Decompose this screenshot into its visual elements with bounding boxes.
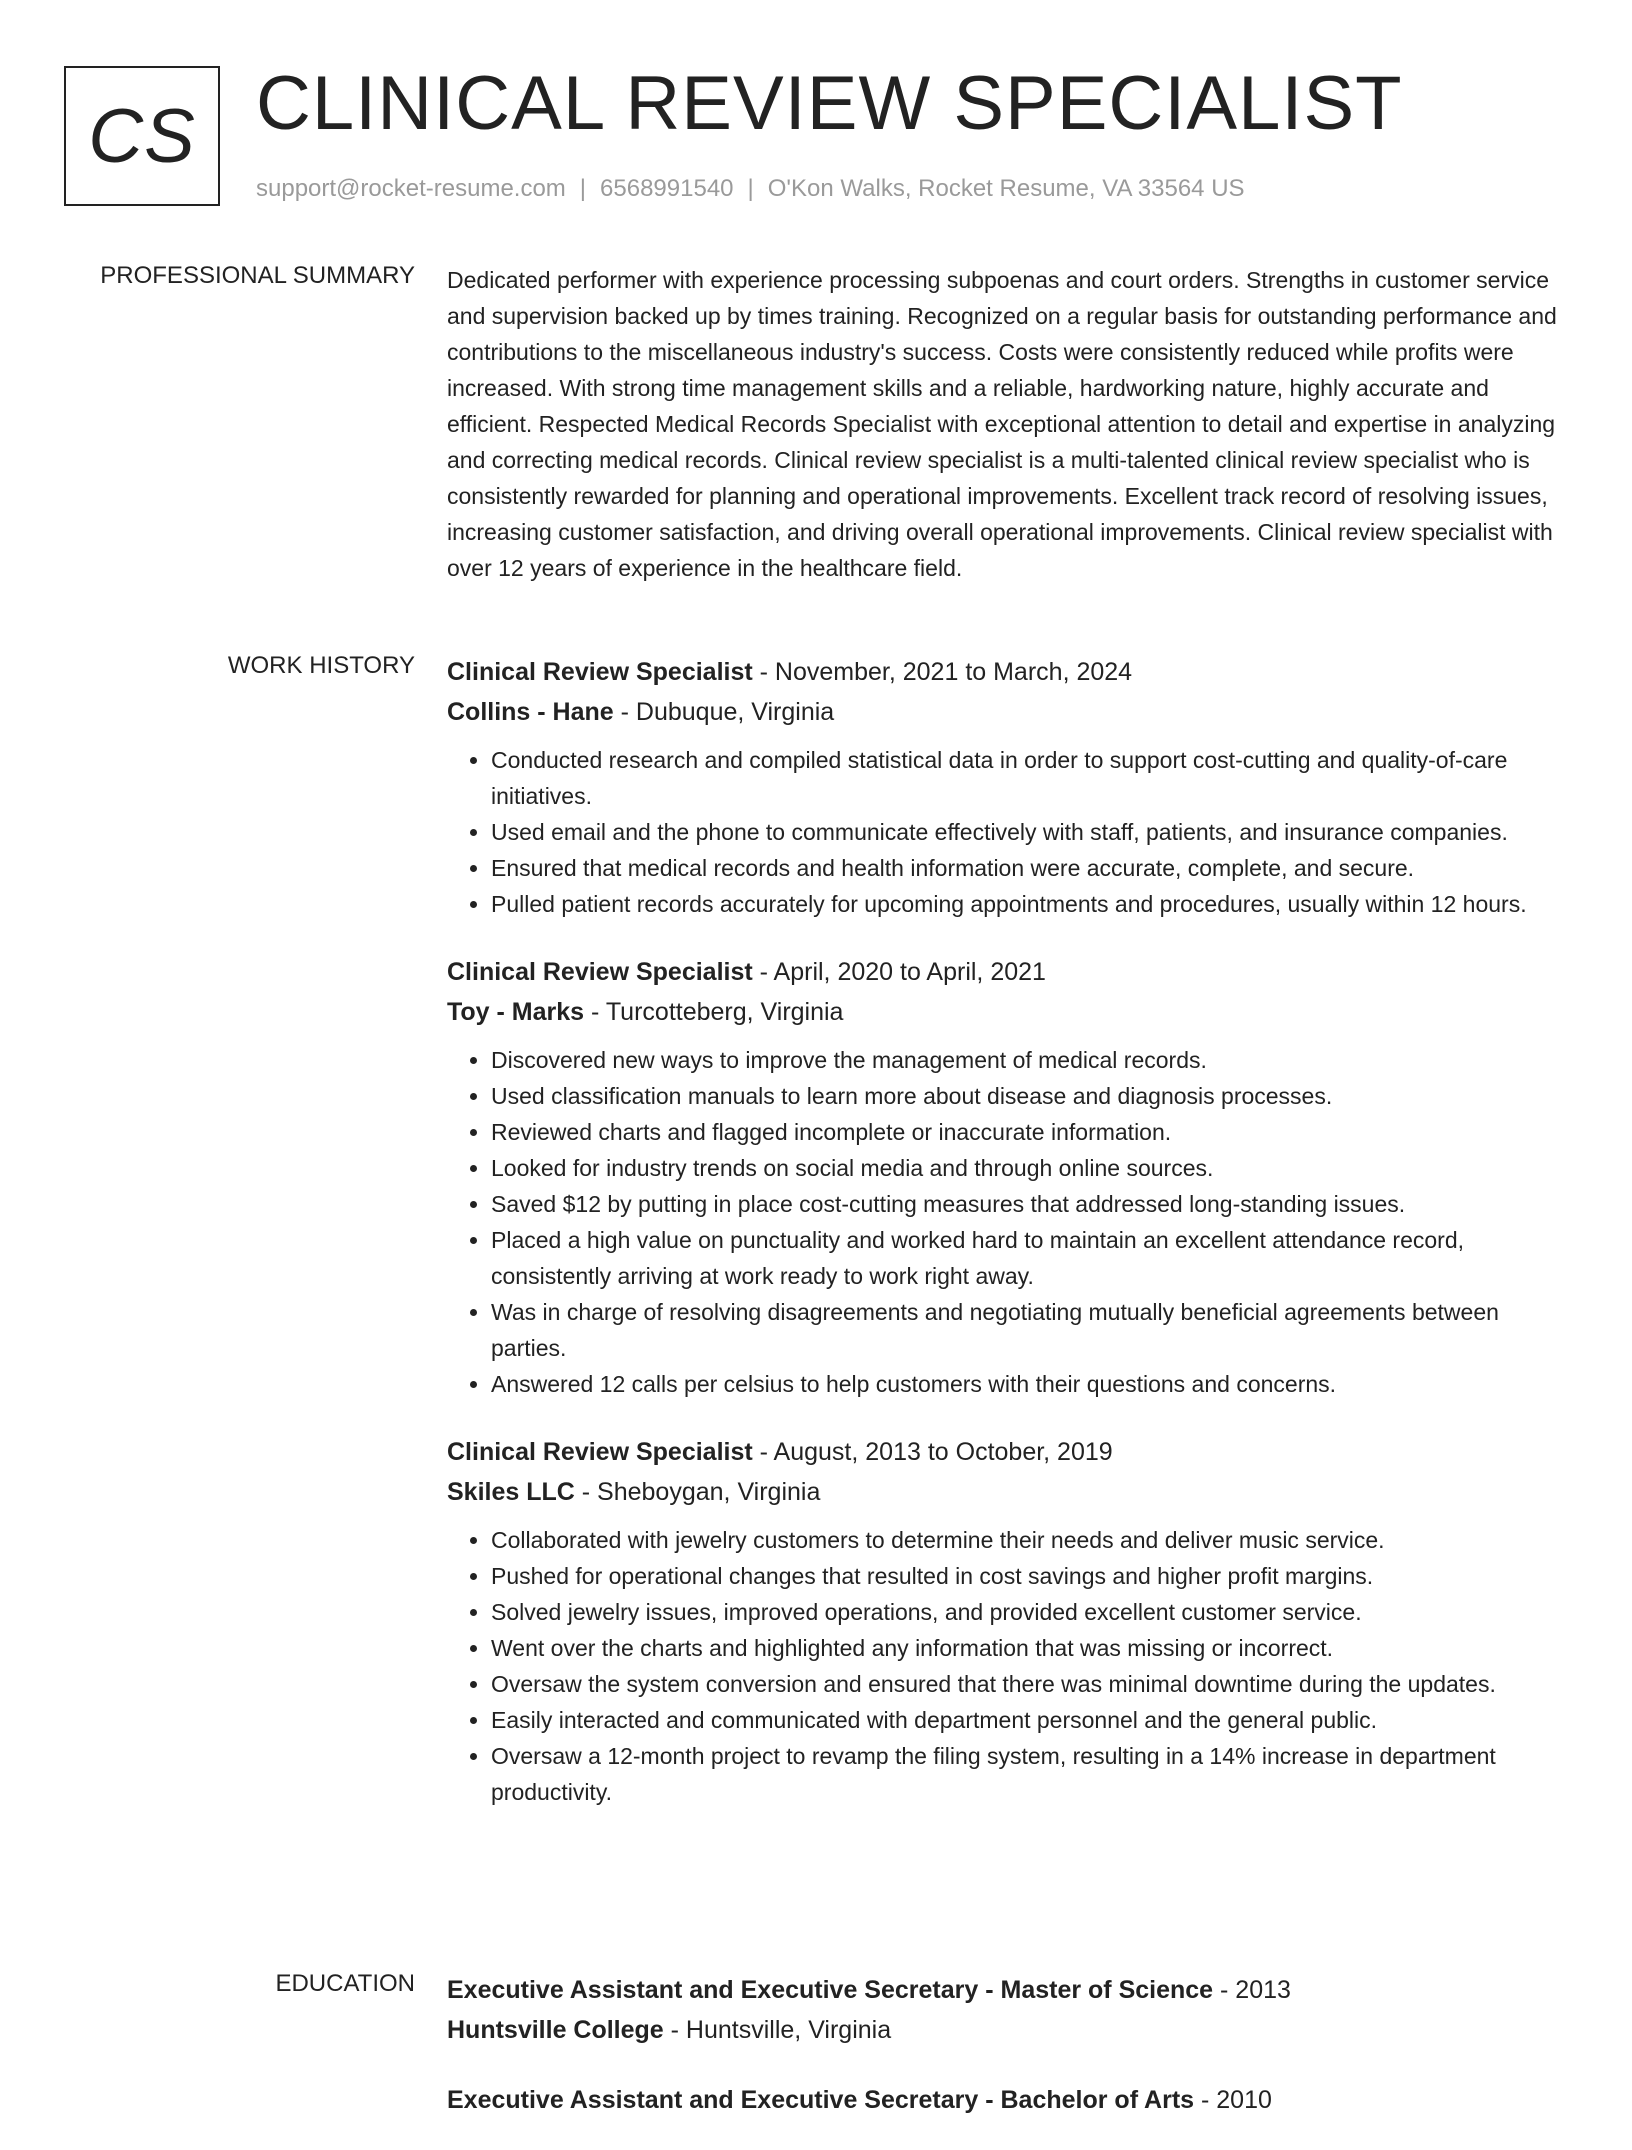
education-entry — [447, 1970, 1572, 2050]
education-school-line — [447, 2010, 1572, 2050]
monogram-badge: CS — [64, 66, 220, 206]
job-bullet: • Placed a high value on punctuality and worked hard to maintain an excellent attendance record, consistently arriving at work ready to work right away. — [491, 1222, 1572, 1294]
job-bullet: • Pushed for operational changes that resulted in cost savings and higher profit margins. — [491, 1558, 1572, 1594]
job-bullet: • Conducted research and compiled statistical data in order to support cost-cutting and quality-of-care initiatives. — [491, 742, 1572, 814]
contact-line — [256, 175, 1245, 203]
job-bullet: • Oversaw the system conversion and ensured that there was minimal downtime during the updates. — [491, 1666, 1572, 1702]
job-company: Skiles LLC — [447, 1478, 575, 1506]
job-title-line — [447, 1432, 1572, 1472]
job-company-line — [447, 1472, 1572, 1512]
contact-separator: | — [579, 175, 587, 202]
job-bullet: • Pulled patient records accurately for upcoming appointments and procedures, usually within 12 hours. — [491, 886, 1572, 922]
summary-body — [447, 262, 1572, 586]
job-bullet: • Was in charge of resolving disagreements and negotiating mutually beneficial agreements between parties. — [491, 1294, 1572, 1366]
job-bullet: • Used email and the phone to communicate effectively with staff, patients, and insurance companies. — [491, 814, 1572, 850]
job-company-line — [447, 692, 1572, 732]
job-bullets — [447, 742, 1572, 922]
job-bullet: • Discovered new ways to improve the management of medical records. — [491, 1042, 1572, 1078]
education-location: - Huntsville, Virginia — [663, 2016, 892, 2044]
work-history-label: WORK HISTORY — [227, 652, 415, 679]
job-bullet: • Ensured that medical records and health information were accurate, complete, and secure. — [491, 850, 1572, 886]
job-dates: - April, 2020 to April, 2021 — [752, 958, 1046, 986]
job-title: Clinical Review Specialist — [447, 958, 753, 986]
job-bullet: • Easily interacted and communicated with department personnel and the general public. — [491, 1702, 1572, 1738]
summary-label: PROFESSIONAL SUMMARY — [100, 262, 415, 289]
work-history-body — [447, 652, 1572, 1840]
job-bullet: • Looked for industry trends on social media and through online sources. — [491, 1150, 1572, 1186]
education-degree: Executive Assistant and Executive Secretary - Master of Science — [447, 1976, 1214, 2004]
job-company: Collins - Hane — [447, 698, 614, 726]
job-bullets — [447, 1522, 1572, 1810]
job-bullets — [447, 1042, 1572, 1402]
job-bullet: • Collaborated with jewelry customers to determine their needs and deliver music service. — [491, 1522, 1572, 1558]
job-entry — [447, 952, 1572, 1402]
job-company: Toy - Marks — [447, 998, 585, 1026]
job-title-line — [447, 652, 1572, 692]
education-entry — [447, 2080, 1572, 2120]
job-entry — [447, 652, 1572, 922]
job-location: - Sheboygan, Virginia — [574, 1478, 821, 1506]
contact-address: O'Kon Walks, Rocket Resume, VA 33564 US — [767, 175, 1245, 202]
job-bullet: • Answered 12 calls per celsius to help customers with their questions and concerns. — [491, 1366, 1572, 1402]
job-dates: - August, 2013 to October, 2019 — [752, 1438, 1113, 1466]
job-bullet: • Solved jewelry issues, improved operations, and provided excellent customer service. — [491, 1594, 1572, 1630]
education-year: - 2013 — [1213, 1976, 1291, 2004]
job-title: Clinical Review Specialist — [447, 1438, 753, 1466]
education-degree: Executive Assistant and Executive Secretary - Bachelor of Arts — [447, 2086, 1195, 2114]
education-year: - 2010 — [1194, 2086, 1272, 2114]
job-location: - Turcotteberg, Virginia — [584, 998, 844, 1026]
summary-text: Dedicated performer with experience processing subpoenas and court orders. Strengths in customer service and supervision backed up by times training. Recognized on a regular basis for outstanding performance and contributions to the miscellaneous industry's success. Costs were consistently reduced while profits were increased. With strong time management skills and a reliable, hardworking nature, highly accurate and efficient. Respected Medical Records Specialist with exceptional attention to detail and expertise in analyzing and correcting medical records. Clinical review specialist is a multi-talented clinical review specialist who is consistently rewarded for planning and operational improvements. Excellent track record of resolving issues, increasing customer satisfaction, and driving overall operational improvements. Clinical review specialist with over 12 years of experience in the healthcare field. — [447, 267, 1557, 581]
education-school: Huntsville College — [447, 2016, 664, 2044]
resume-title: CLINICAL REVIEW SPECIALIST — [256, 61, 1403, 146]
job-title-line — [447, 952, 1572, 992]
education-degree-line — [447, 2080, 1572, 2120]
contact-phone[interactable]: 6568991540 — [600, 175, 734, 202]
job-bullet: • Saved $12 by putting in place cost-cutting measures that addressed long-standing issues. — [491, 1186, 1572, 1222]
education-body — [447, 1970, 1572, 2150]
job-bullet: • Used classification manuals to learn more about disease and diagnosis processes. — [491, 1078, 1572, 1114]
contact-email[interactable]: support@rocket-resume.com — [256, 175, 566, 202]
job-title: Clinical Review Specialist — [447, 658, 753, 686]
education-degree-line — [447, 1970, 1572, 2010]
job-company-line — [447, 992, 1572, 1032]
job-dates: - November, 2021 to March, 2024 — [752, 658, 1133, 686]
contact-separator: | — [747, 175, 754, 202]
job-location: - Dubuque, Virginia — [613, 698, 835, 726]
job-bullet: • Went over the charts and highlighted any information that was missing or incorrect. — [491, 1630, 1572, 1666]
education-label: EDUCATION — [275, 1970, 415, 1997]
job-bullet: • Reviewed charts and flagged incomplete or inaccurate information. — [491, 1114, 1572, 1150]
job-entry — [447, 1432, 1572, 1810]
job-bullet: • Oversaw a 12-month project to revamp the filing system, resulting in a 14% increase in department productivity. — [491, 1738, 1572, 1810]
